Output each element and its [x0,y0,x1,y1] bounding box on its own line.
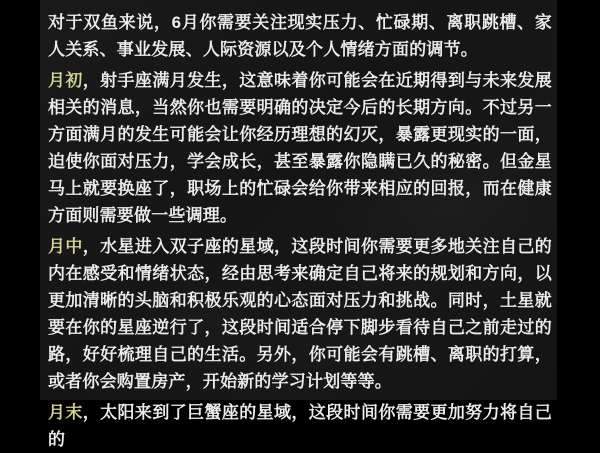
section-early-month [48,67,552,229]
section-text-early-month: ，射手座满月发生，这意味着你可能会在近期得到与未来发展相关的消息，当然你也需要明确的决定今后的长期方向。不过另一方面满月的发生可能会让你经历理想的幻灭，暴露更现实的一面，迫使你面对压力，学会成长，甚至暴露你隐瞒已久的秘密。但金星马上就要换座了，职场上的忙碌会给你带来相应的回报，而在健康方面则需要做一些调理。 [48,71,552,225]
horoscope-article [40,0,557,449]
section-text-mid-month: ，水星进入双子座的星域，这段时间你需要更多地关注自己的内在感受和情绪状态，经由思考来确定自己将来的规划和方向，以更加清晰的头脑和积极乐观的心态面对压力和挑战。同时，土星就要在你的星座逆行了，这段时间适合停下脚步看待自己之前走过的路，好好梳理自己的生活。另外，你可能会有跳槽、离职的打算，或者你会购置房产，开始新的学习计划等等。 [48,237,552,391]
section-label-mid-month: 月中 [48,237,83,256]
section-end-month [48,399,552,453]
section-text-end-month: ，太阳来到了巨蟹座的星域，这段时间你需要更加努力将自己的 [48,403,552,449]
left-letterbox-bar [0,0,40,400]
intro-text: 对于双鱼来说，6月你需要关注现实压力、忙碌期、离职跳槽、家人关系、事业发展、人际资源以及个人情绪方面的调节。 [48,13,552,59]
section-label-end-month: 月末 [48,403,83,422]
section-mid-month [48,233,552,395]
intro-paragraph [48,9,552,63]
right-letterbox-bar [557,0,600,400]
section-label-early-month: 月初 [48,71,83,90]
